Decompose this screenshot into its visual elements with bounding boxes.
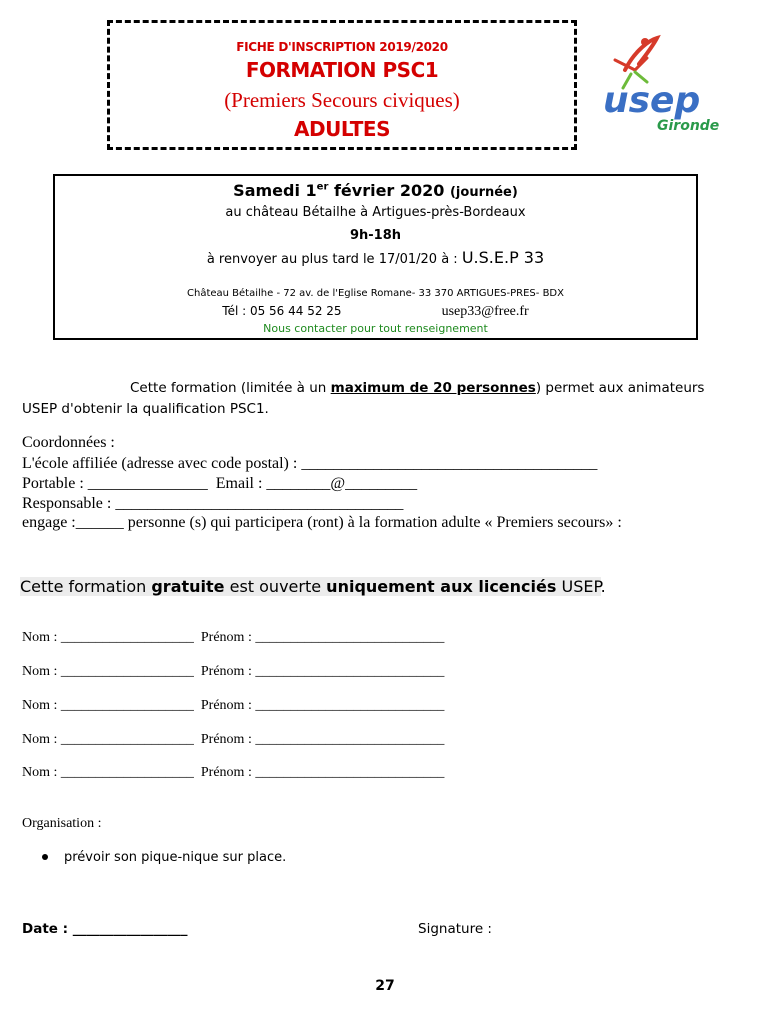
event-hours: 9h-18h [349,228,402,243]
usep-logo-text: usep [603,80,701,121]
date-field[interactable]: Date : _________________ [22,921,188,937]
return-deadline: à renvoyer au plus tard le 17/01/20 à : U.S.E.P 33 [206,248,545,267]
page-number: 27 [375,978,395,994]
form-year-title: FICHE D'INSCRIPTION 2019/2020 [236,40,448,54]
participant-row[interactable]: Nom : ___________________ Prénom : ___________________________ [22,630,445,645]
audience-title: ADULTES [294,117,390,141]
participant-row[interactable]: Nom : ___________________ Prénom : ___________________________ [22,698,445,713]
participant-row[interactable]: Nom : ___________________ Prénom : ___________________________ [22,765,445,780]
free-training-notice: Cette formation gratuite est ouverte uniquement aux licenciés USEP. [20,577,606,596]
usep-region-text: Gironde [657,118,720,134]
contact-note: Nous contacter pour tout renseignement [263,322,488,335]
formation-subtitle: (Premiers Secours civiques) [224,88,460,112]
event-date: Samedi 1er février 2020 (journée) [233,181,518,200]
responsable-field[interactable]: Responsable : ____________________________________ [22,495,404,512]
participant-row[interactable]: Nom : ___________________ Prénom : ___________________________ [22,732,445,747]
intro-line-1: Cette formation (limitée à un maximum de 20 personnes) permet aux animateurs [130,380,705,396]
phone-number: Tél : 05 56 44 52 25 [222,304,342,318]
usep-logo [595,30,735,140]
event-place: au château Bétailhe à Artigues-près-Bordeaux [225,205,526,220]
coordonnees-label: Coordonnées : [22,434,115,451]
organisation-item: prévoir son pique-nique sur place. [42,850,286,865]
signature-field[interactable]: Signature : [418,921,492,937]
postal-address: Château Bétailhe - 72 av. de l'Eglise Romane- 33 370 ARTIGUES-PRES- BDX [187,288,564,299]
participant-row[interactable]: Nom : ___________________ Prénom : ___________________________ [22,664,445,679]
engage-field[interactable]: engage :______ personne (s) qui participera (ront) à la formation adulte « Premiers secours» : [22,514,622,531]
email-address[interactable]: usep33@free.fr [441,304,529,319]
organisation-label: Organisation : [22,816,102,831]
phone-email-field[interactable]: Portable : _______________ Email : ________@_________ [22,475,418,492]
usep-logo-graphic [595,30,735,140]
bullet-icon [42,854,48,860]
intro-line-2: USEP d'obtenir la qualification PSC1. [22,401,269,417]
school-address-field[interactable]: L'école affiliée (adresse avec code postal) : _____________________________________ [22,455,598,472]
formation-title: FORMATION PSC1 [245,58,439,82]
contact-line [53,304,698,320]
